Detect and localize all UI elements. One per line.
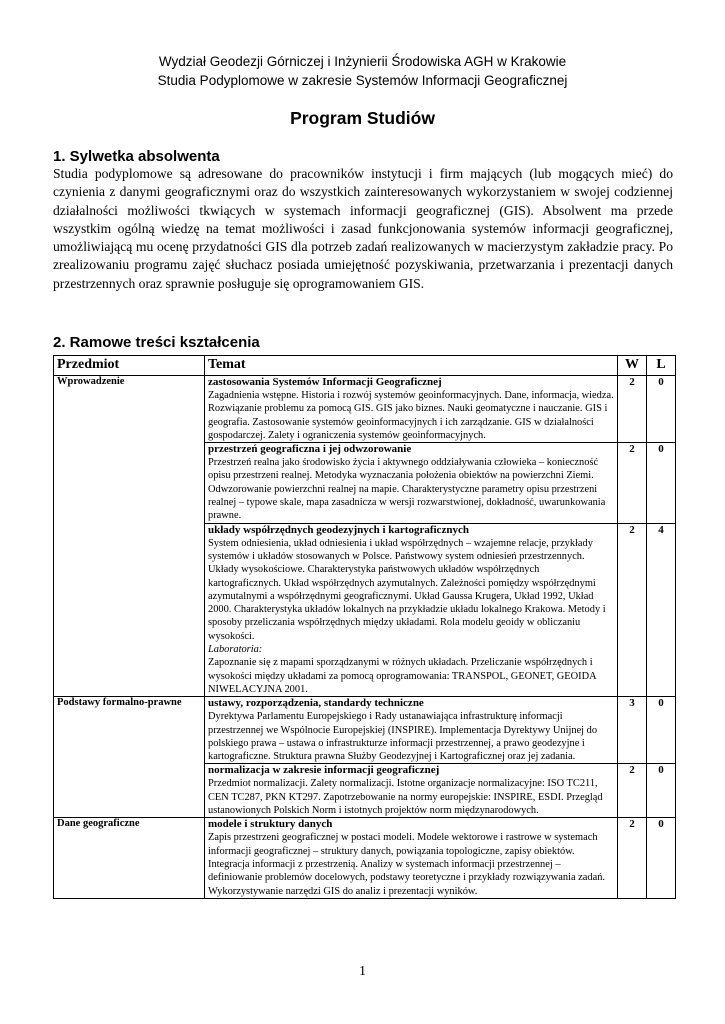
topic-cell [205,697,618,764]
section-1-heading: 1. Sylwetka absolwenta [53,148,220,165]
lab-hours: 0 [647,764,676,818]
table-header-row [54,356,676,376]
lecture-hours: 2 [618,818,647,898]
topic-description: Przedmiot normalizacji. Zalety normalizacji. Istotne organizacje normalizacyjne: ISO TC211, CEN TC287, PKN KT297. Zapotrzebowanie na normy europejskie: INSPIRE, ESDI. Przegląd ustanowionych Polskich Norm i istotnych projektów norm międzynarodowych. [208,778,603,817]
page-title: Program Studiów [290,108,435,128]
table-row [54,697,676,764]
lab-hours: 0 [647,697,676,764]
column-header-topic: Temat [205,356,618,376]
subject-cell: Dane geograficzne [54,818,205,898]
lecture-hours: 2 [618,443,647,523]
lab-hours: 0 [647,818,676,898]
program-header: Studia Podyplomowe w zakresie Systemów Informacji Geograficznej [157,73,568,88]
lab-label: Laboratoria: [208,644,263,656]
page-number: 1 [359,964,366,979]
column-header-w: W [618,356,647,376]
topic-title: ustawy, rozporządzenia, standardy techniczne [208,697,424,710]
topic-title: zastosowania Systemów Informacji Geograficznej [208,376,442,388]
lecture-hours: 2 [618,764,647,818]
subject-cell: Wprowadzenie [54,376,205,697]
lecture-hours: 2 [618,376,647,443]
topic-cell [205,443,618,523]
topic-cell [205,818,618,898]
topic-description: Przestrzeń realna jako środowisko życia i aktywnego oddziaływania człowieka – konieczność opisu przestrzeni realnej. Metodyka wyznaczania położenia obiektów na powierzchni Ziemi. Odwzorowanie powierzchni realnej na mapie. Charakterystyczne parametry opisu przestrzeni realnej – typowe skale, mapa zasadnicza w wersji rozwarstwionej, dokładność, uwarunkowania prawne. [208,457,606,522]
curriculum-table [53,355,676,899]
topic-description: System odniesienia, układ odniesienia i układ współrzędnych – wzajemne relacje, przykłady systemów i układów stosowanych w Polsce. Państwowy system odniesień przestrzennych. Układy wysokościowe. Charakterystyka państwowych układów współrzędnych kartograficznych. Układ współrzędnych azymutalnych. Zależności pomiędzy współrzędnymi azymutalnymi a współrzędnymi geograficznymi. Układ Gaussa Krugera, Układ 1992, Układ 2000. Charakterystyka układów lokalnych na przykładzie układu lokalnego Krakowa. Metody i sposoby przeliczania współrzędnych między układami. Rola modelu geoidy w obliczaniu wysokości. [208,537,606,642]
section-2-heading: 2. Ramowe treści kształcenia [53,334,260,351]
column-header-subject: Przedmiot [54,356,205,376]
graduate-profile-text [53,165,673,293]
topic-cell [205,376,618,443]
topic-description: Zagadnienia wstępne. Historia i rozwój systemów geoinformacyjnych. Dane, informacja, wiedza. Rozwiązanie problemu za pomocą GIS. GIS jako biznes. Nauki geomatyczne i nauczanie. GIS i geografia. Zastosowanie systemów geoinformacyjnych i ich zarządzanie. GIS w działalności gospodarczej. Zalety i ograniczenia systemów geoinformacyjnych. [208,390,614,441]
topic-description: Dyrektywa Parlamentu Europejskiego i Rady ustanawiająca infrastrukturę informacji przestrzennej we Wspólnocie Europejskiej (INSPIRE). Implementacja Dyrektywy Unijnej do polskiego prawa – ustawa o infrastrukturze informacji przestrzennej, a prawo geodezyjne i kartograficzne. Struktura prawna Służby Geodezyjnej i Kartograficznej oraz jej zadania. [208,711,598,763]
lecture-hours: 3 [618,697,647,764]
topic-title: przestrzeń geograficzna i jej odwzorowanie [208,443,412,456]
topic-cell [205,523,618,697]
topic-title: układy współrzędnych geodezyjnych i kartograficznych [208,523,469,536]
lab-hours: 0 [647,443,676,523]
table-row [54,818,676,898]
lab-hours: 0 [647,376,676,443]
topic-cell [205,764,618,818]
lab-description: Zapoznanie się z mapami sporządzanymi w różnych układach. Przeliczanie współrzędnych i wysokości między układami za pomocą oprogramowania: TRANSPOL, GEONET, GEOIDA NIWELACYJNA 2001. [208,657,597,695]
column-header-l: L [647,356,676,376]
faculty-header: Wydział Geodezji Górniczej i Inżynierii Środowiska AGH w Krakowie [158,54,567,69]
lab-hours: 4 [647,523,676,697]
table-row [54,376,676,443]
topic-description: Zapis przestrzeni geograficznej w postaci modeli. Modele wektorowe i rastrowe w systemach informacji geograficznej – struktury danych, powiązania topologiczne, zapisy obiektów. Integracja informacji z przestrzenią. Analizy w systemach informacji przestrzennej – definiowanie problemów docelowych, podstawy teoretyczne i przykłady rozwiązywania zadań. Wykorzystywanie narzędzi GIS do analiz i prezentacji wyników. [208,832,606,897]
graduate-profile-paragraph: Studia podyplomowe są adresowane do pracowników instytucji i firm mających (lub mogących mieć) do czynienia z danymi geograficznymi oraz do wszystkich zainteresowanych wykorzystaniem w swojej codziennej działalności możliwości tkwiących w systemach informacji geograficznej (GIS). Absolwent ma przede wszystkim ogólną wiedzę na temat możliwości i zasad funkcjonowania systemów informacji geograficznej, umożliwiającą mu ocenę przydatności GIS dla potrzeb zadań realizowanych w macierzystym zakładzie pracy. Po zrealizowaniu programu zajęć słuchacz posiada umiejętność pozyskiwania, przetwarzania i prezentacji danych przestrzennych oraz sprawnie posługuje się oprogramowaniem GIS. [53,166,673,291]
topic-title: modele i struktury danych [208,818,333,831]
lecture-hours: 2 [618,523,647,697]
subject-cell: Podstawy formalno-prawne [54,697,205,818]
topic-title: normalizacja w zakresie informacji geograficznej [208,764,440,777]
